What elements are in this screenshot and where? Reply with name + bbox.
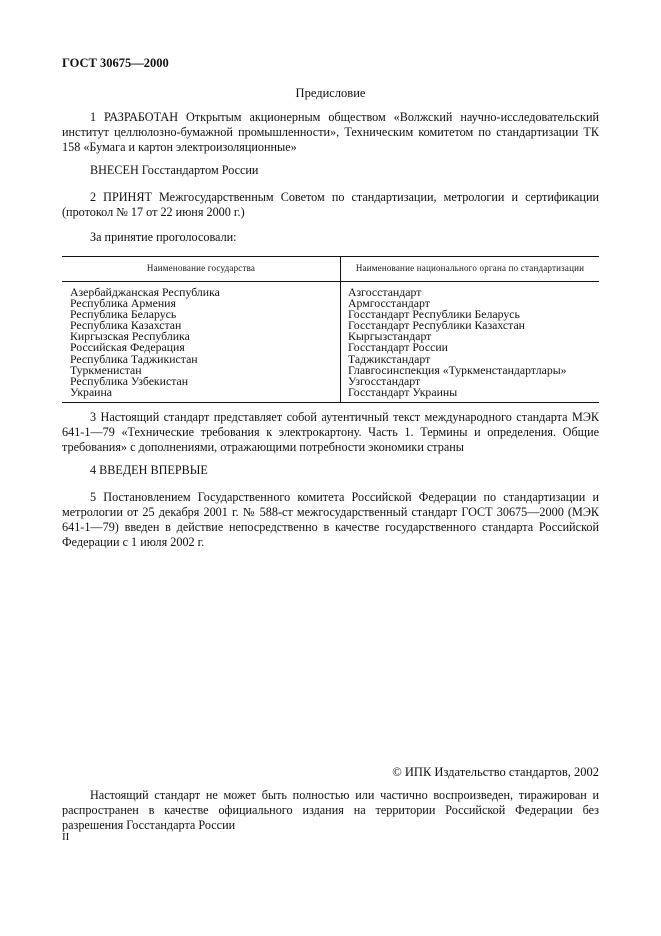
state-name: Республика Беларусь (70, 307, 177, 322)
state-name: Республика Казахстан (70, 318, 182, 333)
standards-body-name: Азгосстандарт (348, 285, 422, 299)
paragraph-first-introduced-text: 4 ВВЕДЕН ВПЕРВЫЕ (90, 463, 208, 477)
reproduction-notice-text: Настоящий стандарт не может быть полностью или частично воспроизведен, тиражирован и распространен в качестве официального издания на территории Российской Федерации без разрешения Госстандарта России (62, 788, 599, 832)
standards-body-name: Главгосинспекция «Туркменстандартлары» (348, 362, 567, 377)
paragraph-authentic-text (62, 410, 599, 455)
standards-body-name: Армгосстандарт (348, 296, 430, 311)
paragraph-enactment (62, 490, 599, 550)
paragraph-adopted (62, 190, 599, 220)
state-name: Республика Таджикистан (70, 351, 198, 366)
state-name: Киргызская Республика (70, 329, 190, 344)
column-header-state: Наименование государства (62, 257, 341, 282)
paragraph-adopted-text: 2 ПРИНЯТ Межгосударственным Советом по стандартизации, метрологии и сертификации (протокол № 17 от 22 июня 2000 г.) (62, 190, 599, 219)
state-name: Украина (70, 384, 113, 399)
paragraph-developed (62, 110, 599, 155)
state-name: Республика Узбекистан (70, 373, 189, 388)
state-name: Российская Федерация (70, 340, 185, 355)
standards-body-name: Таджикстандарт (348, 351, 431, 366)
voting-states-table (62, 256, 599, 403)
copyright-line: © ИПК Издательство стандартов, 2002 (392, 765, 599, 779)
standards-body-name: Госстандарт Республики Казахстан (348, 318, 525, 333)
table-header-row (62, 257, 599, 282)
state-name: Туркменистан (70, 362, 142, 377)
page-number: II (62, 831, 70, 843)
standards-body-name: Кыргызстандарт (348, 329, 432, 344)
document-code: ГОСТ 30675—2000 (62, 56, 169, 70)
paragraph-introduced (62, 163, 599, 178)
column-header-body: Наименование национального органа по стандартизации (341, 257, 600, 282)
standards-body-name: Узгосстандарт (348, 373, 421, 388)
paragraph-introduced-text: ВНЕСЕН Госстандартом России (90, 163, 259, 177)
section-title: Предисловие (295, 86, 366, 100)
reproduction-notice (62, 788, 599, 833)
state-name: Республика Армения (70, 296, 176, 311)
paragraph-authentic-text-body: 3 Настоящий стандарт представляет собой аутентичный текст международного стандарта МЭК 641-1—79 «Технические требования к электрокартону. Часть 1. Термины и определения. Общие требования» с дополнениями, отражающими потребности экономики страны (62, 410, 599, 454)
standards-body-name: Госстандарт Украины (348, 384, 458, 399)
paragraph-first-introduced (62, 463, 599, 478)
states-column (62, 282, 341, 403)
bodies-column (341, 282, 600, 403)
paragraph-enactment-text: 5 Постановлением Государственного комитета Российской Федерации по стандартизации и метрологии от 25 декабря 2001 г. № 588-ст межгосударственный стандарт ГОСТ 30675—2000 (МЭК 641-1—79) введен в действие непосредственно в качестве государственного стандарта Российской Федерации с 1 июля 2002 г. (62, 490, 599, 549)
paragraph-developed-text: 1 РАЗРАБОТАН Открытым акционерным обществом «Волжский научно-исследовательский институт целлюлозно-бумажной промышленности», Техническим комитетом по стандартизации ТК 158 «Бумага и картон электроизоляционные» (62, 110, 599, 154)
state-name: Азербайджанская Республика (70, 285, 220, 299)
vote-caption: За принятие проголосовали: (90, 230, 237, 244)
table-body-row (62, 282, 599, 403)
standards-body-name: Госстандарт России (348, 340, 448, 355)
standards-body-name: Госстандарт Республики Беларусь (348, 307, 520, 322)
